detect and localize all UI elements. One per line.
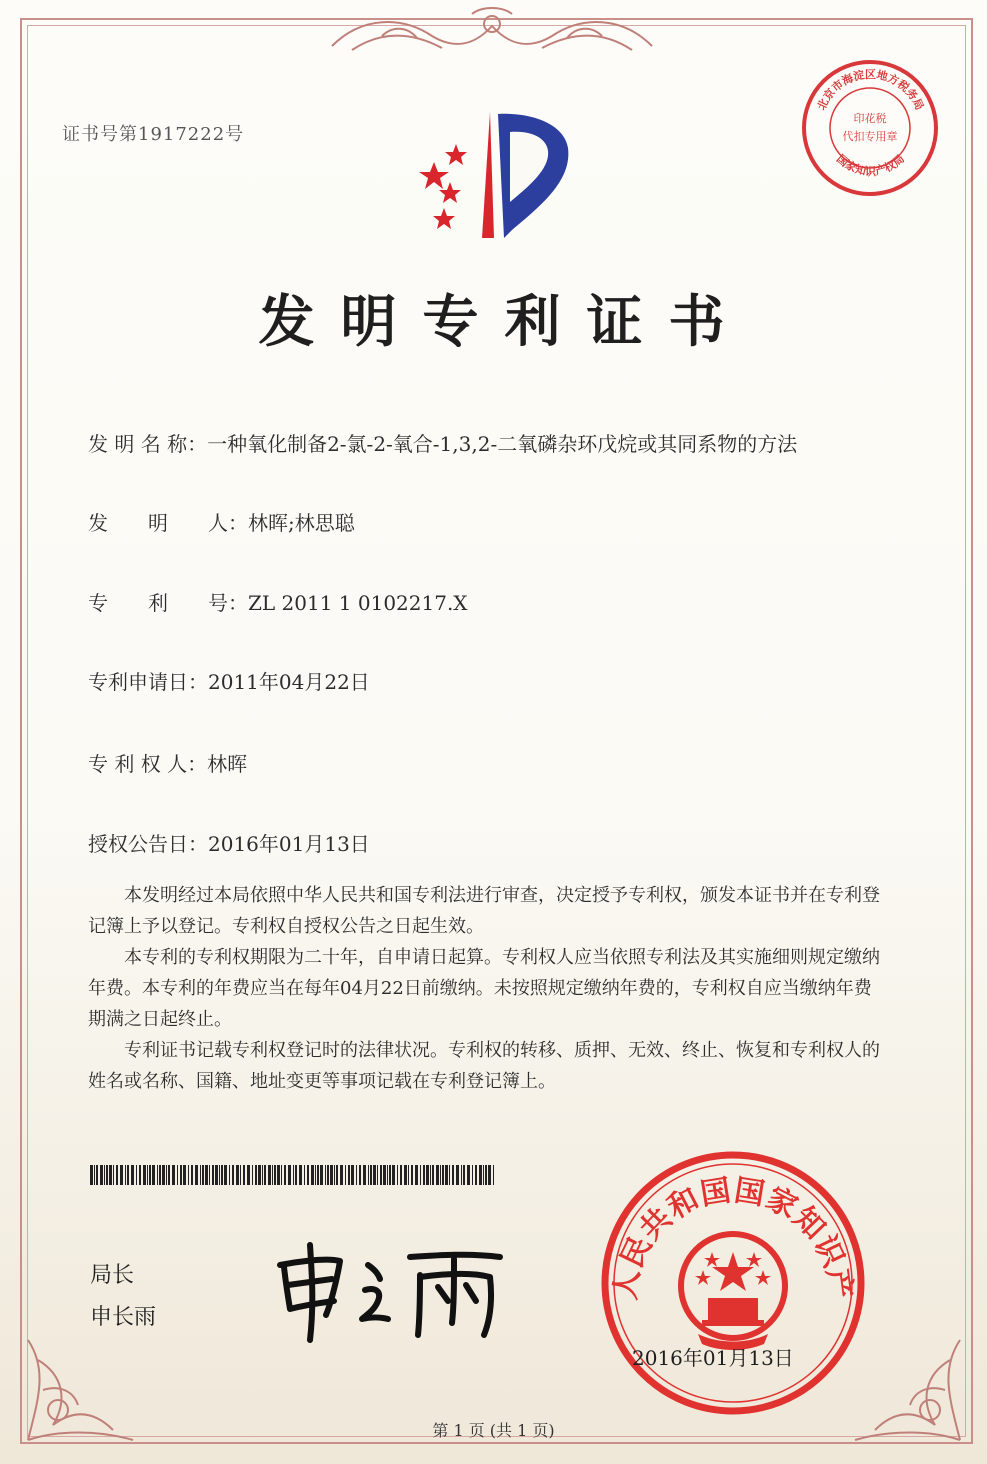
seal-text: 人民共和国国家知识产 — [608, 1173, 858, 1302]
director-signature — [270, 1235, 510, 1349]
field-patent-number — [88, 587, 468, 616]
barcode — [90, 1165, 500, 1185]
field-patentee — [88, 748, 247, 777]
field-value: ZL 2011 1 0102217.X — [248, 591, 468, 615]
field-value: 2016年01月13日 — [208, 832, 370, 856]
page-title: 发明专利证书 — [258, 289, 751, 355]
seal-date: 2016年01月13日 — [632, 1346, 794, 1370]
director-title: 局长 — [90, 1263, 135, 1288]
field-value: 林晖;林思聪 — [248, 511, 355, 535]
field-label: 专利申请日： — [88, 670, 208, 694]
small-seal-outer-text: 北京市海淀区地方税务局 — [814, 68, 927, 113]
field-label: 授权公告日： — [88, 832, 208, 856]
svg-text:国家知识产权局 — [834, 151, 907, 177]
body-paragraph: 本专利的专利权期限为二十年，自申请日起算。专利权人应当依照专利法及其实施细则规定缴纳年费。本专利的年费应当在每年04月22日前缴纳。未按照规定缴纳年费的，专利权自应当缴纳年费期满之日起终止。 — [88, 947, 880, 1030]
field-invention-title — [88, 428, 797, 457]
field-value: 2011年04月22日 — [208, 670, 370, 694]
field-label: 专 利 权 人： — [88, 752, 208, 776]
field-label: 发 明 人： — [88, 511, 248, 535]
certificate-body — [88, 880, 888, 1097]
field-inventors — [88, 507, 355, 536]
field-grant-date — [88, 828, 370, 857]
field-label: 专 利 号： — [88, 591, 248, 615]
field-value: 一种氧化制备2-氯-2-氧合-1,3,2-二氧磷杂环戊烷或其同系物的方法 — [207, 432, 798, 456]
small-seal-inner-line2: 代扣专用章 — [842, 130, 898, 143]
national-emblem-icon — [681, 1234, 785, 1350]
field-value: 林晖 — [207, 752, 248, 776]
small-seal-inner-line1: 印花税 — [853, 112, 887, 125]
body-paragraph: 专利证书记载专利权登记时的法律状况。专利权的转移、质押、无效、终止、恢复和专利权人的姓名或名称、国籍、地址变更等事项记载在专利登记簿上。 — [88, 1040, 880, 1092]
official-seal — [598, 1148, 868, 1422]
field-label: 发 明 名 称： — [88, 432, 208, 456]
director-name: 申长雨 — [90, 1305, 157, 1330]
tax-stamp-seal — [798, 56, 943, 205]
top-ornament — [322, 6, 662, 66]
body-paragraph: 本发明经过本局依照中华人民共和国专利法进行审查，决定授予专利权，颁发本证书并在专利登记簿上予以登记。专利权自授权公告之日起生效。 — [88, 885, 880, 937]
page-number: 第 1 页 (共 1 页) — [432, 1421, 555, 1440]
certificate-number: 证书号第1917222号 — [62, 124, 245, 145]
patent-office-emblem-icon — [412, 110, 582, 254]
field-application-date — [88, 666, 370, 695]
small-seal-bottom-text: 国家知识产权局 — [834, 152, 907, 178]
